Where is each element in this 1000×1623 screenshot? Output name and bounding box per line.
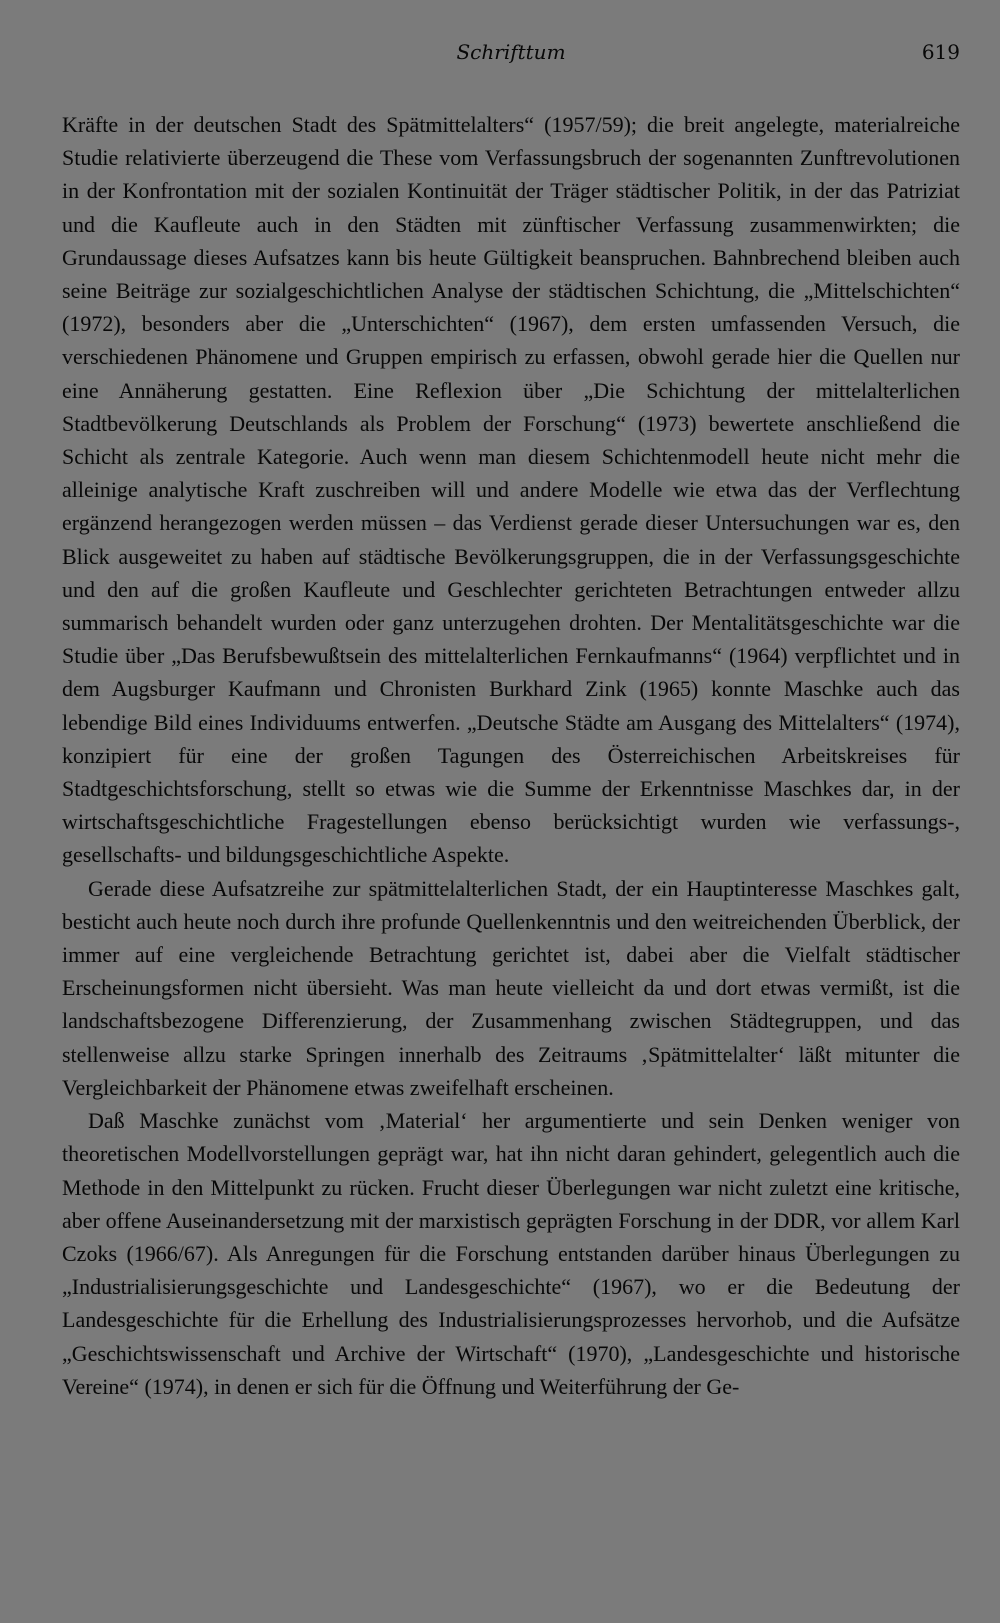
paragraph-1: Kräfte in der deutschen Stadt des Spätmittelalters“ (1957/59); die breit angelegte, materialreiche Studie relativierte überzeugend die These vom Verfassungsbruch der sogenannten Zunftrevolutionen in der Konfrontation mit der sozialen Kontinuität der Träger städtischer Politik, in der das Patriziat und die Kaufleute auch in den Städten mit zünftischer Verfassung zusammenwirkten; die Grundaussage dieses Aufsatzes kann bis heute Gültigkeit beanspruchen. Bahnbrechend bleiben auch seine Beiträge zur sozialgeschichtlichen Analyse der städtischen Schichtung, die „Mittelschichten“ (1972), besonders aber die „Unterschichten“ (1967), dem ersten umfassenden Versuch, die verschiedenen Phänomene und Gruppen empirisch zu erfassen, obwohl gerade hier die Quellen nur eine Annäherung gestatten. Eine Reflexion über „Die Schichtung der mittelalterlichen Stadtbevölkerung Deutschlands als Problem der Forschung“ (1973) bewertete anschließend die Schicht als zentrale Kategorie. Auch wenn man diesem Schichtenmodell heute nicht mehr die alleinige analytische Kraft zuschreiben will und andere Modelle wie etwa das der Verflechtung ergänzend herangezogen werden müssen – das Verdienst gerade dieser Untersuchungen war es, den Blick ausgeweitet zu haben auf städtische Bevölkerungsgruppen, die in der Verfassungsgeschichte und den auf die großen Kaufleute und Geschlechter gerichteten Betrachtungen entweder allzu summarisch behandelt wurden oder ganz unterzugehen drohten. Der Mentalitätsgeschichte war die Studie über „Das Berufsbewußtsein des mittelalterlichen Fernkaufmanns“ (1964) verpflichtet und in dem Augsburger Kaufmann und Chronisten Burkhard Zink (1965) konnte Maschke auch das lebendige Bild eines Individuums entwerfen. „Deutsche Städte am Ausgang des Mittelalters“ (1974), konzipiert für eine der großen Tagungen des Österreichischen Arbeitskreises für Stadtgeschichtsforschung, stellt so etwas wie die Summe der Erkenntnisse Maschkes dar, in der wirtschaftsgeschichtliche Fragestellungen ebenso berücksichtigt wurden wie verfassungs-, gesellschafts- und bildungsgeschichtliche Aspekte. [62, 112, 960, 868]
book-page [62, 38, 960, 1598]
paragraph-3: Daß Maschke zunächst vom ‚Material‘ her argumentierte und sein Denken weniger von theoretischen Modellvorstellungen geprägt war, hat ihn nicht daran gehindert, gelegentlich auch die Methode in den Mittelpunkt zu rücken. Frucht dieser Überlegungen war nicht zuletzt eine kritische, aber offene Auseinandersetzung mit der marxistisch geprägten Forschung in der DDR, vor allem Karl Czoks (1966/67). Als Anregungen für die Forschung entstanden darüber hinaus Überlegungen zu „Industrialisierungsgeschichte und Landesgeschichte“ (1967), wo er die Bedeutung der Landesgeschichte für die Erhellung des Industrialisierungsprozesses hervorhob, und die Aufsätze „Geschichtswissenschaft und Archive der Wirtschaft“ (1970), „Landesgeschichte und historische Vereine“ (1974), in denen er sich für die Öffnung und Weiterführung der Ge- [62, 1108, 960, 1399]
body-text [62, 108, 960, 1403]
page-number: 619 [921, 40, 960, 64]
page-header [62, 38, 960, 78]
running-head: Schrifttum [456, 40, 566, 64]
paragraph-2: Gerade diese Aufsatzreihe zur spätmittelalterlichen Stadt, der ein Hauptinteresse Maschkes galt, besticht auch heute noch durch ihre profunde Quellenkenntnis und den weitreichenden Überblick, der immer auf eine vergleichende Betrachtung gerichtet ist, dabei aber die Vielfalt städtischer Erscheinungsformen nicht übersieht. Was man heute vielleicht da und dort etwas vermißt, ist die landschaftsbezogene Differenzierung, der Zusammenhang zwischen Städtegruppen, und das stellenweise allzu starke Springen innerhalb des Zeitraums ‚Spätmittelalter‘ läßt mitunter die Vergleichbarkeit der Phänomene etwas zweifelhaft erscheinen. [62, 875, 960, 1100]
